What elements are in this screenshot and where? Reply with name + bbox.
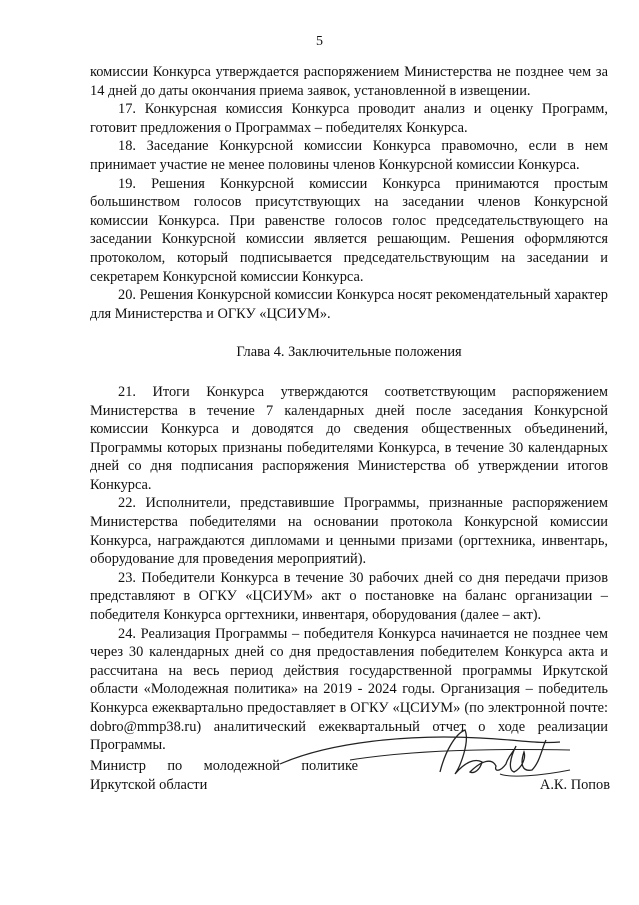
document-body <box>90 63 608 755</box>
signatory-name: А.К. Попов <box>539 777 610 793</box>
signatory-title-line1 <box>90 757 358 776</box>
paragraph-21: 21. Итоги Конкурса утверждаются соответствующим распоряжением Министерства в течение 7 календарных дней после заседания Конкурсной комиссии Конкурса и доводятся до сведения общественных объединений, Программы которых признаны победителями Конкурса, в течение 30 календарных дней со дня подписания распоряжения Министерства об утверждении итогов Конкурса. <box>90 383 608 493</box>
signatory-title-word: молодежной <box>203 758 280 774</box>
signature-block <box>90 757 610 795</box>
paragraph-22: 22. Исполнители, представившие Программы, признанные распоряжением Министерства победителями на основании протокола Конкурсной комиссии Конкурса, награждаются дипломами и ценными призами (оргтехника, инвентарь, оборудование для проведения мероприятий). <box>90 495 608 568</box>
signatory-title-word: по <box>167 758 183 774</box>
paragraph-18: 18. Заседание Конкурсной комиссии Конкурса правомочно, если в нем принимает участие не менее половины членов Конкурсной комиссии Конкурса. <box>90 138 608 173</box>
signatory-title-word: Министр <box>90 758 146 774</box>
paragraph-20: 20. Решения Конкурсной комиссии Конкурса носят рекомендательный характер для Министерства и ОГКУ «ЦСИУМ». <box>90 287 608 322</box>
signatory-title-word: политике <box>301 758 358 774</box>
chapter-heading: Глава 4. Заключительные положения <box>236 344 462 361</box>
paragraph-19: 19. Решения Конкурсной комиссии Конкурса принимаются простым большинством голосов присутствующих на заседании членов Конкурсной комиссии Конкурса. При равенстве голосов голос председательствующего на заседании Конкурсной комиссии является решающим. Решения оформляются протоколом, который подписывается председательствующим на заседании и секретарем Конкурсной комиссии Конкурса. <box>90 175 608 285</box>
paragraph-17: 17. Конкурсная комиссия Конкурса проводит анализ и оценку Программ, готовит предложения о Программах – победителях Конкурса. <box>90 101 608 136</box>
page-number: 5 <box>316 34 323 49</box>
paragraph-23: 23. Победители Конкурса в течение 30 рабочих дней со дня передачи призов представляют в ОГКУ «ЦСИУМ» акт о постановке на баланс организации – победителя Конкурса оргтехники, инвентаря, оборудования (далее – акт). <box>90 569 608 624</box>
signatory-title-line2: Иркутской области <box>90 777 208 793</box>
paragraph-continuation: комиссии Конкурса утверждается распоряжением Министерства не позднее чем за 14 дней до даты окончания приема заявок, установленной в извещении. <box>90 64 608 99</box>
paragraph-24: 24. Реализация Программы – победителя Конкурса начинается не позднее чем через 30 календарных дней со дня предоставления победителем Конкурса акта и рассчитана на весь период действия государственной программы Иркутской области «Молодежная политика» на 2019 - 2024 годы. Организация – победитель Конкурса ежеквартально предоставляет в ОГКУ «ЦСИУМ» (по электронной почте: dobro@mmp38.ru) аналитический ежеквартальный отчет о ходе реализации Программы. <box>90 625 608 754</box>
